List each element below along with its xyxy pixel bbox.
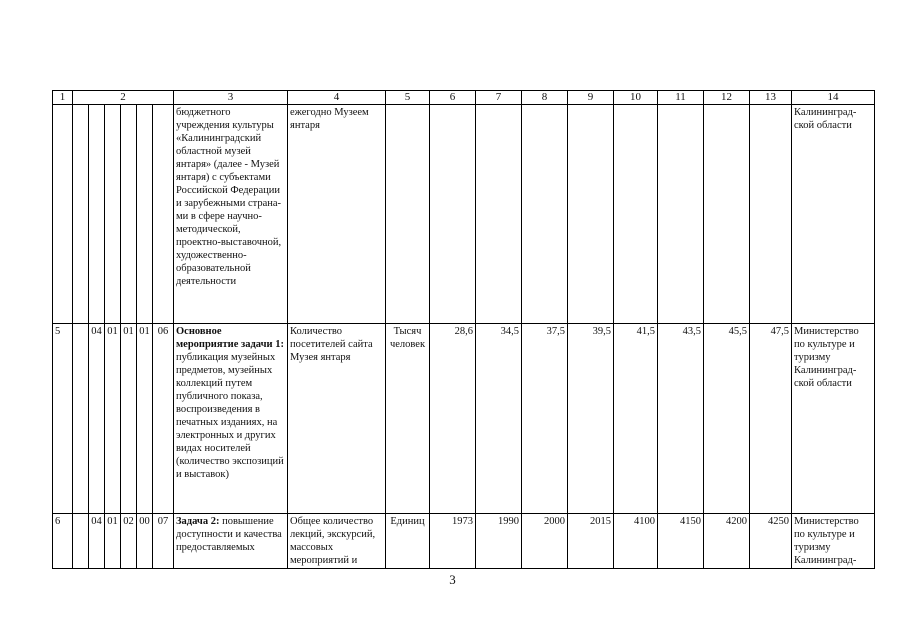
code-cell: 07 xyxy=(153,514,174,569)
header-row xyxy=(53,91,875,105)
event-text: повышение доступности и качества предоставляемых xyxy=(176,516,282,553)
indicators-table xyxy=(52,90,875,569)
event-description: бюджетного учреждения культуры «Калининградский областной музей янтаря» (далее - Музей янтаря) с субъектами Российской Федерации и зарубежными страна-ми в сфере научно-методической, проектно-выставочной, художественно-образовательной деятельности xyxy=(174,105,288,324)
value-cell: 2000 xyxy=(522,514,568,569)
responsible-executor: Калининград-ской области xyxy=(792,105,875,324)
value-cell: 1990 xyxy=(476,514,522,569)
event-description xyxy=(174,324,288,514)
table-row-continuation xyxy=(53,105,875,324)
header-cell-14: 14 xyxy=(792,91,875,105)
header-cell-2: 2 xyxy=(73,91,174,105)
row-number: 5 xyxy=(53,324,73,514)
header-cell-9: 9 xyxy=(568,91,614,105)
header-cell-6: 6 xyxy=(430,91,476,105)
header-cell-12: 12 xyxy=(704,91,750,105)
value-cell: 39,5 xyxy=(568,324,614,514)
value-cell: 4250 xyxy=(750,514,792,569)
table-row-6 xyxy=(53,514,875,569)
row-number: 6 xyxy=(53,514,73,569)
event-description xyxy=(174,514,288,569)
code-cell: 01 xyxy=(121,324,137,514)
header-cell-5: 5 xyxy=(386,91,430,105)
event-text: публикация музейных предметов, музейных коллекций путем публичного показа, воспроизведения в печатных изданиях, на электронных и других видах носителей (количество экспозиций и выставок) xyxy=(176,352,284,480)
value-cell: 4200 xyxy=(704,514,750,569)
responsible-executor: Министерство по культуре и туризму Калининград- xyxy=(792,514,875,569)
indicator-name: Количество посетителей сайта Музея янтаря xyxy=(288,324,386,514)
header-cell-10: 10 xyxy=(614,91,658,105)
header-cell-4: 4 xyxy=(288,91,386,105)
header-cell-3: 3 xyxy=(174,91,288,105)
value-cell: 4150 xyxy=(658,514,704,569)
event-title: Задача 2: xyxy=(176,516,220,527)
table-row-5 xyxy=(53,324,875,514)
indicator-name: Общее количество лекций, экскурсий, массовых мероприятий и xyxy=(288,514,386,569)
header-cell-11: 11 xyxy=(658,91,704,105)
value-cell: 47,5 xyxy=(750,324,792,514)
code-cell: 01 xyxy=(137,324,153,514)
code-cell: 04 xyxy=(89,514,105,569)
value-cell: 41,5 xyxy=(614,324,658,514)
code-cell: 02 xyxy=(121,514,137,569)
value-cell: 45,5 xyxy=(704,324,750,514)
header-cell-8: 8 xyxy=(522,91,568,105)
responsible-executor: Министерство по культуре и туризму Калининград-ской области xyxy=(792,324,875,514)
value-cell: 34,5 xyxy=(476,324,522,514)
code-cell: 01 xyxy=(105,324,121,514)
unit-cell: Тысяч человек xyxy=(386,324,430,514)
code-cell: 06 xyxy=(153,324,174,514)
indicator-name: ежегодно Музеем янтаря xyxy=(288,105,386,324)
code-cell: 01 xyxy=(105,514,121,569)
value-cell: 1973 xyxy=(430,514,476,569)
value-cell: 37,5 xyxy=(522,324,568,514)
value-cell: 43,5 xyxy=(658,324,704,514)
value-cell: 28,6 xyxy=(430,324,476,514)
value-cell: 2015 xyxy=(568,514,614,569)
page-number: 3 xyxy=(449,572,456,587)
code-cell: 04 xyxy=(89,324,105,514)
header-cell-7: 7 xyxy=(476,91,522,105)
unit-cell: Единиц xyxy=(386,514,430,569)
code-cell: 00 xyxy=(137,514,153,569)
value-cell: 4100 xyxy=(614,514,658,569)
header-cell-13: 13 xyxy=(750,91,792,105)
event-title: Основное мероприятие задачи 1: xyxy=(176,326,284,350)
header-cell-1: 1 xyxy=(53,91,73,105)
